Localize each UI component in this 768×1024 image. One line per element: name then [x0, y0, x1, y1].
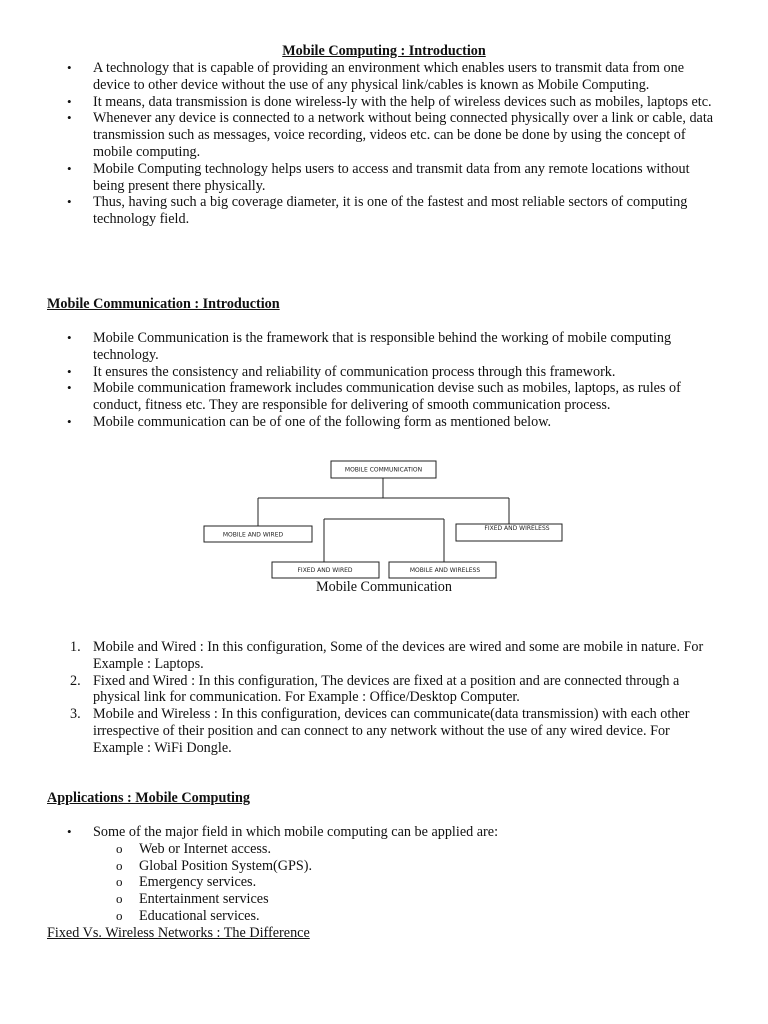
- diagram-node-label: FIXED AND WIRED: [297, 567, 353, 574]
- sub-list-item: o Web or Internet access.: [93, 841, 720, 858]
- sub-list-item: o Global Position System(GPS).: [93, 858, 720, 875]
- sub-list-item: o Educational services.: [93, 908, 720, 925]
- list-number: 2.: [70, 672, 81, 689]
- applications-bullet-list: [0, 824, 720, 925]
- list-item: • Whenever any device is connected to a network without being connected physically over a link or cable, data transmission such as messages, voice recording, videos etc. can be done be done by using the concept of mobile computing.: [0, 110, 720, 160]
- diagram-node-label: FIXED AND WIRELESS: [484, 525, 550, 532]
- list-item: [0, 673, 720, 707]
- list-item: • Mobile communication framework includes communication devise such as mobiles, laptops, as rules of conduct, fitness etc. They are responsible for delivering of smooth communication process.: [0, 380, 720, 414]
- list-item: [0, 824, 720, 925]
- list-item-text: Fixed and Wired : In this configuration, The devices are fixed at a position and are connected through a physical link for communication. For Example : Office/Desktop Computer.: [93, 672, 680, 706]
- list-item: • A technology that is capable of providing an environment which enables users to transmit data from one device to other device without the use of any physical link/cables is known as Mobile Computing.: [0, 60, 720, 94]
- configuration-list: [0, 639, 720, 757]
- diagram-node-label: MOBILE AND WIRED: [222, 531, 284, 539]
- page-title: Mobile Computing : Introduction: [282, 43, 486, 59]
- sub-list-item: o Entertainment services: [93, 891, 720, 908]
- section-heading-communication: Mobile Communication : Introduction: [47, 296, 280, 312]
- list-item: • It ensures the consistency and reliability of communication process through this framework.: [0, 364, 720, 381]
- list-item: • Mobile Computing technology helps users to access and transmit data from any remote locations without being present there physically.: [0, 161, 720, 195]
- section-heading-applications: Applications : Mobile Computing: [47, 790, 250, 806]
- list-item: • Mobile communication can be of one of the following form as mentioned below.: [0, 414, 720, 431]
- diagram-node-mobile-wired: [204, 526, 312, 542]
- diagram-node-fixed-wired: [272, 562, 379, 578]
- list-item: • It means, data transmission is done wireless-ly with the help of wireless devices such as mobiles, laptops etc.: [0, 94, 720, 111]
- list-item: [0, 706, 720, 756]
- diagram-caption: Mobile Communication: [316, 579, 452, 595]
- list-item: • Thus, having such a big coverage diameter, it is one of the fastest and most reliable sectors of computing technology field.: [0, 194, 720, 228]
- list-number: 3.: [70, 706, 81, 723]
- list-item-text: Mobile and Wired : In this configuration, Some of the devices are wired and some are mobile in nature. For Example : Laptops.: [93, 639, 704, 672]
- diagram-node-fixed-wireless: [456, 524, 562, 541]
- list-item-text: Mobile and Wireless : In this configuration, devices can communicate(data transmission) with each other irrespective of their position and can connect to any network without the use of any wired device. For Example : WiFi Dongle.: [93, 706, 690, 756]
- list-number: 1.: [70, 639, 81, 655]
- diagram-node-label: MOBILE AND WIRELESS: [409, 567, 481, 574]
- diagram-node-mobile-wireless: [389, 562, 496, 578]
- section-heading-fixed-vs-wireless: Fixed Vs. Wireless Networks : The Difference: [47, 925, 310, 941]
- list-item-text: Some of the major field in which mobile computing can be applied are:: [93, 824, 499, 840]
- list-item: [0, 639, 720, 673]
- list-item: • Mobile Communication is the framework that is responsible behind the working of mobile computing technology.: [0, 330, 720, 364]
- applications-sub-list: [93, 841, 720, 925]
- sub-list-item: o Emergency services.: [93, 874, 720, 891]
- diagram-node-label: MOBILE COMMUNICATION: [344, 466, 423, 474]
- diagram-node-root: [331, 461, 436, 478]
